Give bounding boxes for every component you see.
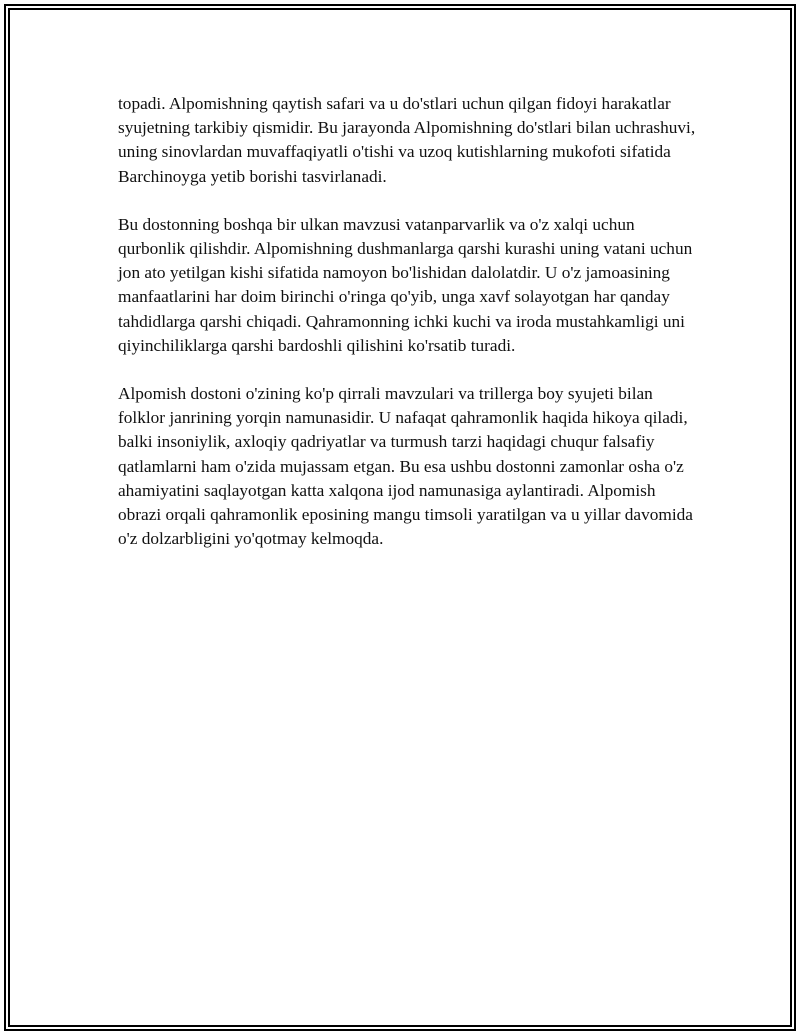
paragraph-1: topadi. Alpomishning qaytish safari va u do'stlari uchun qilgan fidoyi harakatlar syujetning tarkibiy qismidir. Bu jarayonda Alpomishning do'stlari bilan uchrashuvi, uning sinovlardan muvaffaqiyatli o'tishi va uzoq kutishlarning mukofoti sifatida Barchinoyga yetib borishi tasvirlanadi. — [118, 94, 696, 186]
paragraph-3: Alpomish dostoni o'zining ko'p qirrali mavzulari va trillerga boy syujeti bilan folklor janrining yorqin namunasidir. U nafaqat qahramonlik haqida hikoya qiladi, balki insoniylik, axloqiy qadriyatlar va turmush tarzi haqidagi chuqur falsafiy qatlamlarni ham o'zida mujassam etgan. Bu esa ushbu dostonni zamonlar osha o'z ahamiyatini saqlayotgan katta xalqona ijod namunasiga aylantiradi. Alpomish obrazi orqali qahramonlik eposining mangu timsoli yaratilgan va u yillar davomida o'z dolzarbligini yo'qotmay kelmoqda. — [118, 384, 693, 549]
document-body — [118, 92, 698, 575]
paragraph-2: Bu dostonning boshqa bir ulkan mavzusi vatanparvarlik va o'z xalqi uchun qurbonlik qilishdir. Alpomishning dushmanlarga qarshi kurashi uning vatani uchun jon ato yetilgan kishi sifatida namoyon bo'lishidan dalolatdir. U o'z jamoasining manfaatlarini har doim birinchi o'ringa qo'yib, unga xavf solayotgan har qanday tahdidlarga qarshi chiqadi. Qahramonning ichki kuchi va iroda mustahkamligi uni qiyinchiliklarga qarshi bardoshli qilishini ko'rsatib turadi. — [118, 214, 693, 355]
